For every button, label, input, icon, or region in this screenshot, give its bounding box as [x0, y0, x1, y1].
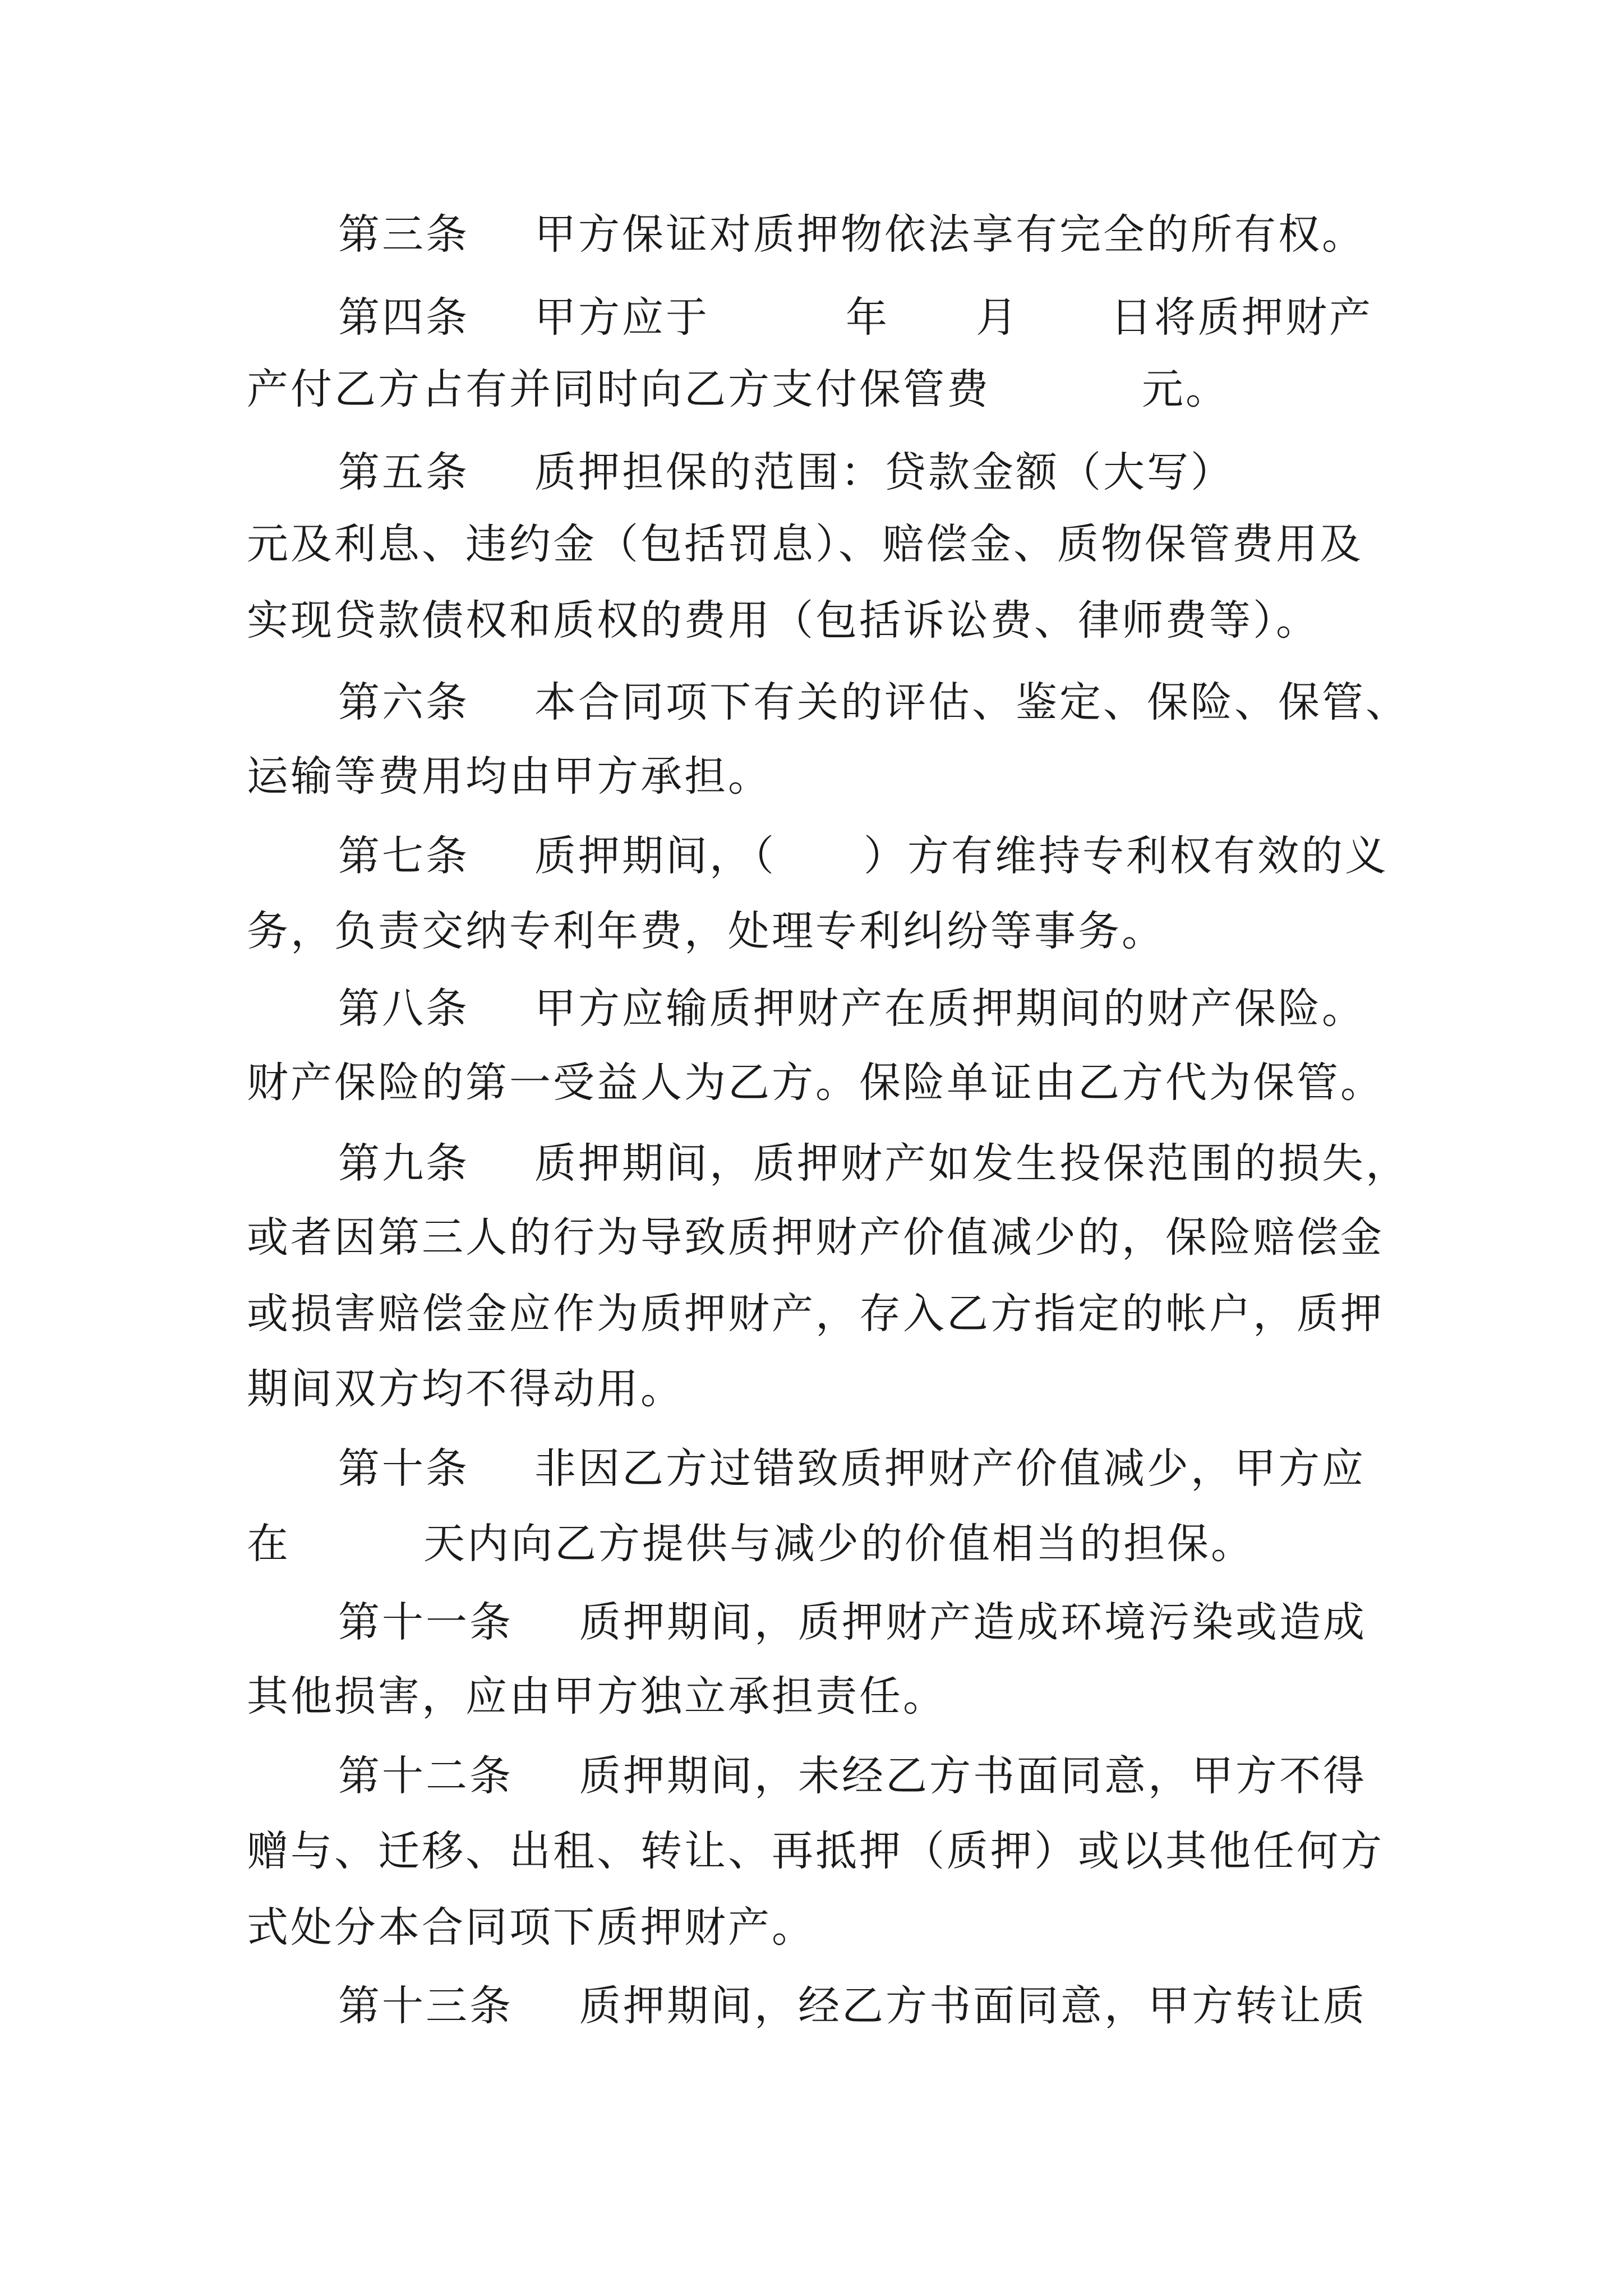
clause-number: 第六条: [338, 678, 469, 726]
clause-text: 或者因第三人的行为导致质押财产价值减少的，保险赔偿金: [247, 1213, 1384, 1262]
clause-12-line-3: [247, 1901, 1385, 1954]
clause-text: 非因乙方过错致质押财产价值减少，甲方应: [534, 1444, 1366, 1493]
clause-10-line-2: [247, 1517, 1385, 1571]
clause-text: 质押期间，质押财产如发生投保范围的损失，: [534, 1139, 1409, 1188]
clause-text: 质押期间，未经乙方书面同意，甲方不得: [579, 1752, 1367, 1800]
clause-number: 第四条: [338, 293, 469, 342]
clause-text: 其他损害，应由甲方独立承担责任。: [247, 1672, 947, 1720]
clause-3-line-1: [338, 208, 1387, 261]
clause-4-line-1: [338, 291, 1387, 344]
clause-number: 第十二条: [338, 1752, 513, 1800]
clause-text: 在: [247, 1520, 291, 1568]
clause-number: 第十一条: [338, 1598, 513, 1646]
clause-number: 第七条: [338, 832, 469, 880]
clause-number: 第九条: [338, 1139, 469, 1188]
clause-number: 第十条: [338, 1444, 469, 1493]
clause-9-line-4: [247, 1362, 1385, 1416]
clause-text: 本合同项下有关的评估、鉴定、保险、保管、: [534, 678, 1409, 726]
clause-13-line-1: [338, 1979, 1387, 2033]
clause-4-line-2: [247, 362, 1385, 416]
clause-9-line-3: [247, 1287, 1385, 1341]
clause-text: 期间双方均不得动用。: [247, 1365, 684, 1413]
blank-month-label: 月: [976, 293, 1020, 342]
clause-text: 元及利息、违约金（包括罚息）、赔偿金、质物保管费用及: [247, 520, 1363, 568]
clause-number: 第五条: [338, 448, 469, 496]
clause-5-line-3: [247, 593, 1385, 647]
clause-text: 天内向乙方提供与减少的价值相当的担保。: [423, 1520, 1255, 1568]
clause-8-line-1: [338, 982, 1387, 1036]
clause-12-line-2: [247, 1824, 1385, 1878]
clause-text: 甲方应于: [534, 293, 709, 342]
clause-7-line-1: [338, 829, 1387, 883]
clause-number: 第十三条: [338, 1982, 513, 2030]
clause-7-line-2: [247, 904, 1385, 958]
clause-5-line-2: [247, 517, 1385, 571]
clause-text: 日将质押财产: [1110, 293, 1373, 342]
clause-text: 务，负责交纳专利年费，处理专利纠纷等事务。: [247, 907, 1165, 955]
clause-text: 元。: [1142, 365, 1229, 413]
clause-9-line-2: [247, 1211, 1385, 1264]
clause-text: 财产保险的第一受益人为乙方。保险单证由乙方代为保管。: [247, 1059, 1384, 1107]
clause-text: 产付乙方占有并同时向乙方支付保管费: [247, 365, 990, 413]
clause-6-line-1: [338, 675, 1409, 729]
clause-text: 甲方保证对质押物依法享有完全的所有权。: [534, 210, 1366, 259]
clause-text: 质押期间，（ ）方有维持专利权有效的义: [534, 832, 1389, 880]
clause-number: 第三条: [338, 210, 469, 259]
clause-6-line-2: [247, 749, 1385, 803]
clause-text: 运输等费用均由甲方承担。: [247, 752, 772, 800]
clause-text: 甲方应输质押财产在质押期间的财产保险。: [534, 984, 1366, 1033]
clause-text: 式处分本合同项下质押财产。: [247, 1903, 815, 1952]
clause-11-line-2: [247, 1669, 1385, 1723]
clause-12-line-1: [338, 1749, 1387, 1803]
clause-text: 实现贷款债权和质权的费用（包括诉讼费、律师费等）。: [247, 596, 1320, 645]
clause-text: 质押期间，质押财产造成环境污染或造成: [579, 1598, 1367, 1646]
clause-text: 或损害赔偿金应作为质押财产，存入乙方指定的帐户，质押: [247, 1290, 1384, 1338]
clause-text: 质押期间，经乙方书面同意，甲方转让质: [579, 1982, 1367, 2030]
clause-8-line-2: [247, 1056, 1385, 1110]
clause-10-line-1: [338, 1442, 1387, 1496]
blank-year-label: 年: [846, 293, 889, 342]
clause-number: 第八条: [338, 984, 469, 1033]
clause-text: 质押担保的范围：贷款金额（大写）: [534, 448, 1234, 496]
clause-9-line-1: [338, 1137, 1409, 1190]
clause-text: 赠与、迁移、出租、转让、再抵押（质押）或以其他任何方: [247, 1827, 1384, 1875]
clause-11-line-1: [338, 1595, 1387, 1649]
clause-5-line-1: [338, 445, 1387, 499]
